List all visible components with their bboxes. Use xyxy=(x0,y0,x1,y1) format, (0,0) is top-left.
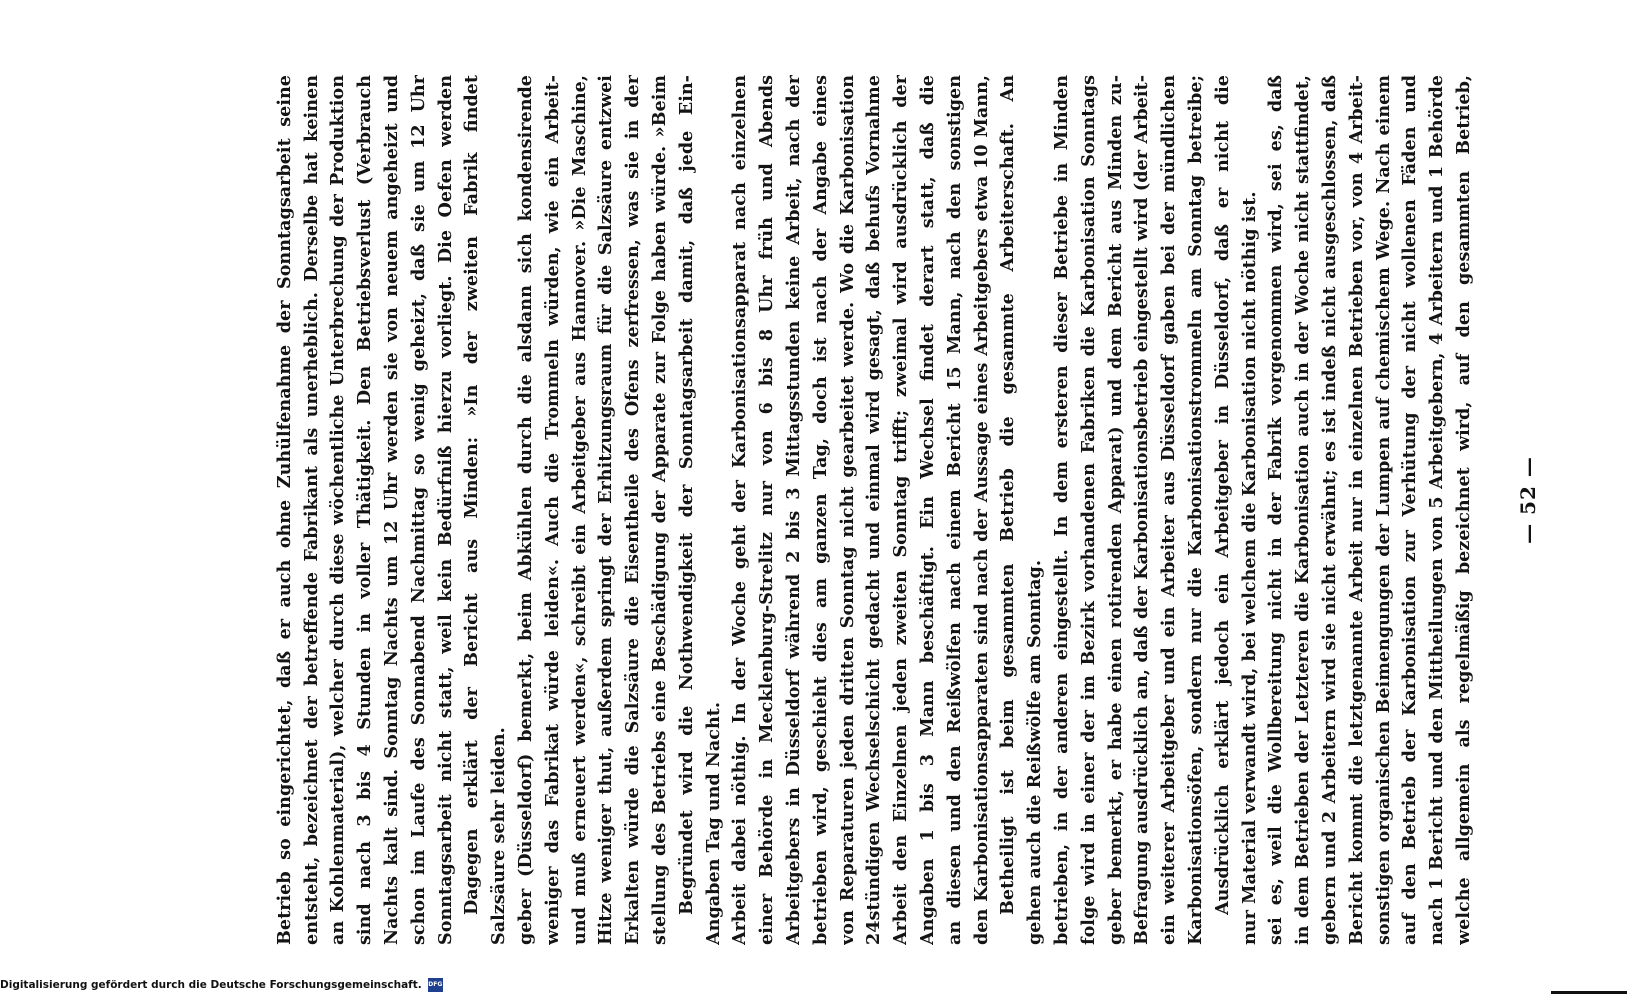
text-line: sind nach 3 bis 4 Stunden in voller Thätigkeit. Den Betriebsverlust (Verbrauch xyxy=(354,75,376,945)
text-line: Dagegen erklärt der Bericht aus Minden: »In der zweiten Fabrik findet xyxy=(461,75,483,915)
text-line: betrieben wird, geschieht dies am ganzen Tag, doch ist nach der Angabe eines xyxy=(809,75,831,945)
text-line: folge wird in einer der im Bezirk vorhandenen Fabriken die Karbonisation Sonntags xyxy=(1077,75,1099,945)
text-line: weniger das Fabrikat würde leiden«. Auch die Trommeln würden, wie ein Arbeit- xyxy=(541,75,563,945)
text-line: schon im Laufe des Sonnabend Nachmittag so wenig geheizt, daß sie um 12 Uhr xyxy=(407,75,429,945)
text-line: Angaben 1 bis 3 Mann beschäftigt. Ein Wechsel findet derart statt, daß die xyxy=(917,75,938,945)
text-line: geber bemerkt, er habe einen rotirenden Apparat) und dem Bericht aus Minden zu- xyxy=(1104,75,1126,945)
text-line: betrieben, in der anderen eingestellt. In dem ersteren dieser Betriebe in Minden xyxy=(1051,75,1072,945)
text-line: gebern und 2 Arbeitern wird sie nicht erwähnt; es ist indeß nicht ausgeschlossen, daß xyxy=(1319,75,1340,945)
text-line: sei es, weil die Wollbereitung nicht in der Fabrik vorgenommen wird, sei es, daß xyxy=(1265,75,1287,945)
text-line: in dem Betrieben der Letzteren die Karbonisation auch in der Woche nicht stattfindet, xyxy=(1292,75,1314,945)
text-line: Ausdrücklich erklärt jedoch ein Arbeitgeber in Düsseldorf, daß er nicht die xyxy=(1211,75,1233,915)
text-line: von Reparaturen jeden dritten Sonntag nicht gearbeitet werde. Wo die Karbonisation xyxy=(836,75,858,945)
text-line: Angaben Tag und Nacht. xyxy=(702,701,724,945)
text-line: auf den Betrieb der Karbonisation zur Verhütung der nicht wollenen Fäden und xyxy=(1399,75,1421,945)
text-line: nach 1 Bericht und den Mittheilungen von 5 Arbeitgebern, 4 Arbeitern und 1 Behörde xyxy=(1426,75,1448,945)
text-line: Nachts kalt sind. Sonntag Nachts um 12 Uhr werden sie von neuem angeheizt und xyxy=(381,75,402,945)
text-line: Befragung ausdrücklich an, daß der Karbonisationsbetrieb eingestellt wird (der Arbeit- xyxy=(1131,75,1153,945)
text-line: Sonntagsarbeit nicht statt, weil kein Bedürfniß hierzu vorliegt. Die Oefen werden xyxy=(434,75,456,945)
text-line: Bericht kommt die letztgenannte Arbeit nur in einzelnen Betrieben vor, von 4 Arbeit- xyxy=(1345,75,1367,945)
page-edge-rule xyxy=(1551,991,1627,994)
text-line: Karbonisationsöfen, sondern nur die Karbonisationstrommeln am Sonntag betreibe; xyxy=(1185,75,1206,945)
text-line: Arbeit dabei nöthig. In der Woche geht der Karbonisationsapparat nach einzelnen xyxy=(729,75,751,945)
page-number: — 52 — xyxy=(1516,456,1540,544)
dfg-logo-icon: DFG xyxy=(428,978,443,992)
text-line: Arbeitgebers in Düsseldorf während 2 bis 3 Mittagsstunden keine Arbeit, nach der xyxy=(783,75,804,945)
text-line: 24stündigen Wechselschicht gedacht und einmal wird gesagt, daß behufs Vornahme xyxy=(863,75,885,945)
text-line: Begründet wird die Nothwendigkeit der Sonntagsarbeit damit, daß jede Ein- xyxy=(675,75,697,915)
text-line: entsteht, bezeichnet der betreffende Fabrikant als unerheblich. Derselbe hat keinen xyxy=(300,75,322,945)
text-line: sonstigen organischen Beimengungen der Lumpen auf chemischem Wege. Nach einem xyxy=(1372,75,1394,945)
text-line: Betheiligt ist beim gesammten Betrieb die gesammte Arbeiterschaft. An xyxy=(997,75,1019,915)
text-line: und muß erneuert werden«, schreibt ein Arbeitgeber aus Hannover. »Die Maschine, xyxy=(568,75,590,945)
text-line: Hitze weniger thut, außerdem springt der Erhitzungsraum für die Salzsäure entzwei xyxy=(595,75,617,945)
text-line: welche allgemein als regelmäßig bezeichnet wird, auf den gesammten Betrieb, xyxy=(1453,75,1474,945)
text-line: stellung des Betriebs eine Beschädigung der Apparate zur Folge haben würde. »Beim xyxy=(649,75,670,945)
text-line: ein weiterer Arbeitgeber und ein Arbeiter aus Düsseldorf gaben bei der mündlichen xyxy=(1158,75,1180,945)
text-line: an diesen und den Reißwölfen nach einem Bericht 15 Mann, nach den sonstigen xyxy=(943,75,965,945)
text-line: gehen auch die Reißwölfe am Sonntag. xyxy=(1024,560,1046,945)
watermark-text: Digitalisierung gefördert durch die Deutsche Forschungsgemeinschaft. xyxy=(0,979,422,991)
text-line: Erkalten würde die Salzsäure die Eisentheile des Ofens zerfressen, was sie in der xyxy=(622,75,644,945)
text-line: den Karbonisationsapparaten sind nach der Aussage eines Arbeitgebers etwa 10 Mann, xyxy=(970,75,992,945)
dfg-watermark xyxy=(0,970,560,1000)
text-line: Betrieb so eingerichtet, daß er auch ohne Zuhülfenahme der Sonntagsarbeit seine xyxy=(273,75,295,945)
text-line: an Kohlenmaterial), welcher durch diese wöchentliche Unterbrechung der Produktion xyxy=(327,75,349,945)
text-line: einer Behörde in Mecklenburg-Strelitz nur von 6 bis 8 Uhr früh und Abends xyxy=(756,75,778,945)
text-line: nur Material verwandt wird, bei welchem die Karbonisation nicht nöthig ist. xyxy=(1238,191,1260,945)
text-line: Arbeit den Einzelnen jeden zweiten Sonntag trifft; zweimal wird ausdrücklich der xyxy=(890,75,912,945)
text-line: Salzsäure sehr leiden. xyxy=(488,727,510,945)
text-line: geber (Düsseldorf) bemerkt, beim Abkühlen durch die alsdann sich kondensirende xyxy=(515,75,536,945)
